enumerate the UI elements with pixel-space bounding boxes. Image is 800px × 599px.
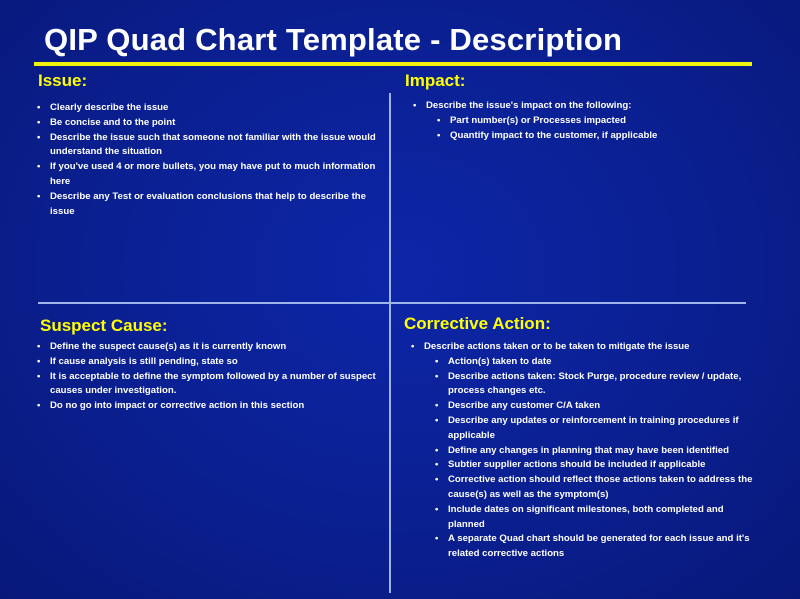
list-item: • Clearly describe the issue [34,101,379,116]
list-item: • Describe any Test or evaluation conclusions that help to describe the issue [34,190,379,220]
issue-title: Issue: [38,71,88,90]
list-item: • Part number(s) or Processes impacted [410,114,755,129]
corrective-action-title: Corrective Action: [404,314,551,333]
list-item: • Describe actions taken or to be taken to mitigate the issue [408,340,758,355]
list-item: • Describe any customer C/A taken [408,399,758,414]
list-item: • Describe the issue's impact on the following: [410,99,755,114]
list-item: • Describe any updates or reinforcement in training procedures if applicable [408,414,758,444]
suspect-cause-title: Suspect Cause: [40,316,168,335]
list-item: • If you've used 4 or more bullets, you may have put to much information here [34,160,379,190]
vertical-divider [389,93,391,593]
list-item: • If cause analysis is still pending, state so [34,355,379,370]
suspect-cause-bullet-list [34,340,379,414]
list-item: • Do no go into impact or corrective action in this section [34,399,379,414]
impact-title: Impact: [405,71,466,90]
list-item: • Define any changes in planning that may have been identified [408,444,758,459]
list-item: • Describe actions taken: Stock Purge, procedure review / update, process changes etc. [408,370,758,400]
list-item: • Subtier supplier actions should be included if applicable [408,458,758,473]
impact-bullet-list [410,99,755,143]
list-item: • Include dates on significant milestones, both completed and planned [408,503,758,533]
horizontal-divider [38,302,746,304]
list-item: • Quantify impact to the customer, if applicable [410,129,755,144]
list-item: • It is acceptable to define the symptom followed by a number of suspect causes under investigation. [34,370,379,400]
title-underline [34,62,752,66]
issue-bullet-list [34,101,379,219]
list-item: • Action(s) taken to date [408,355,758,370]
list-item: • A separate Quad chart should be generated for each issue and it's related corrective actions [408,532,758,562]
list-item: • Be concise and to the point [34,116,379,131]
corrective-action-bullet-list [408,340,758,562]
list-item: • Describe the issue such that someone not familiar with the issue would understand the situation [34,131,379,161]
page-title: QIP Quad Chart Template - Description [44,22,623,57]
list-item: • Corrective action should reflect those actions taken to address the cause(s) as well as the symptom(s) [408,473,758,503]
list-item: • Define the suspect cause(s) as it is currently known [34,340,379,355]
